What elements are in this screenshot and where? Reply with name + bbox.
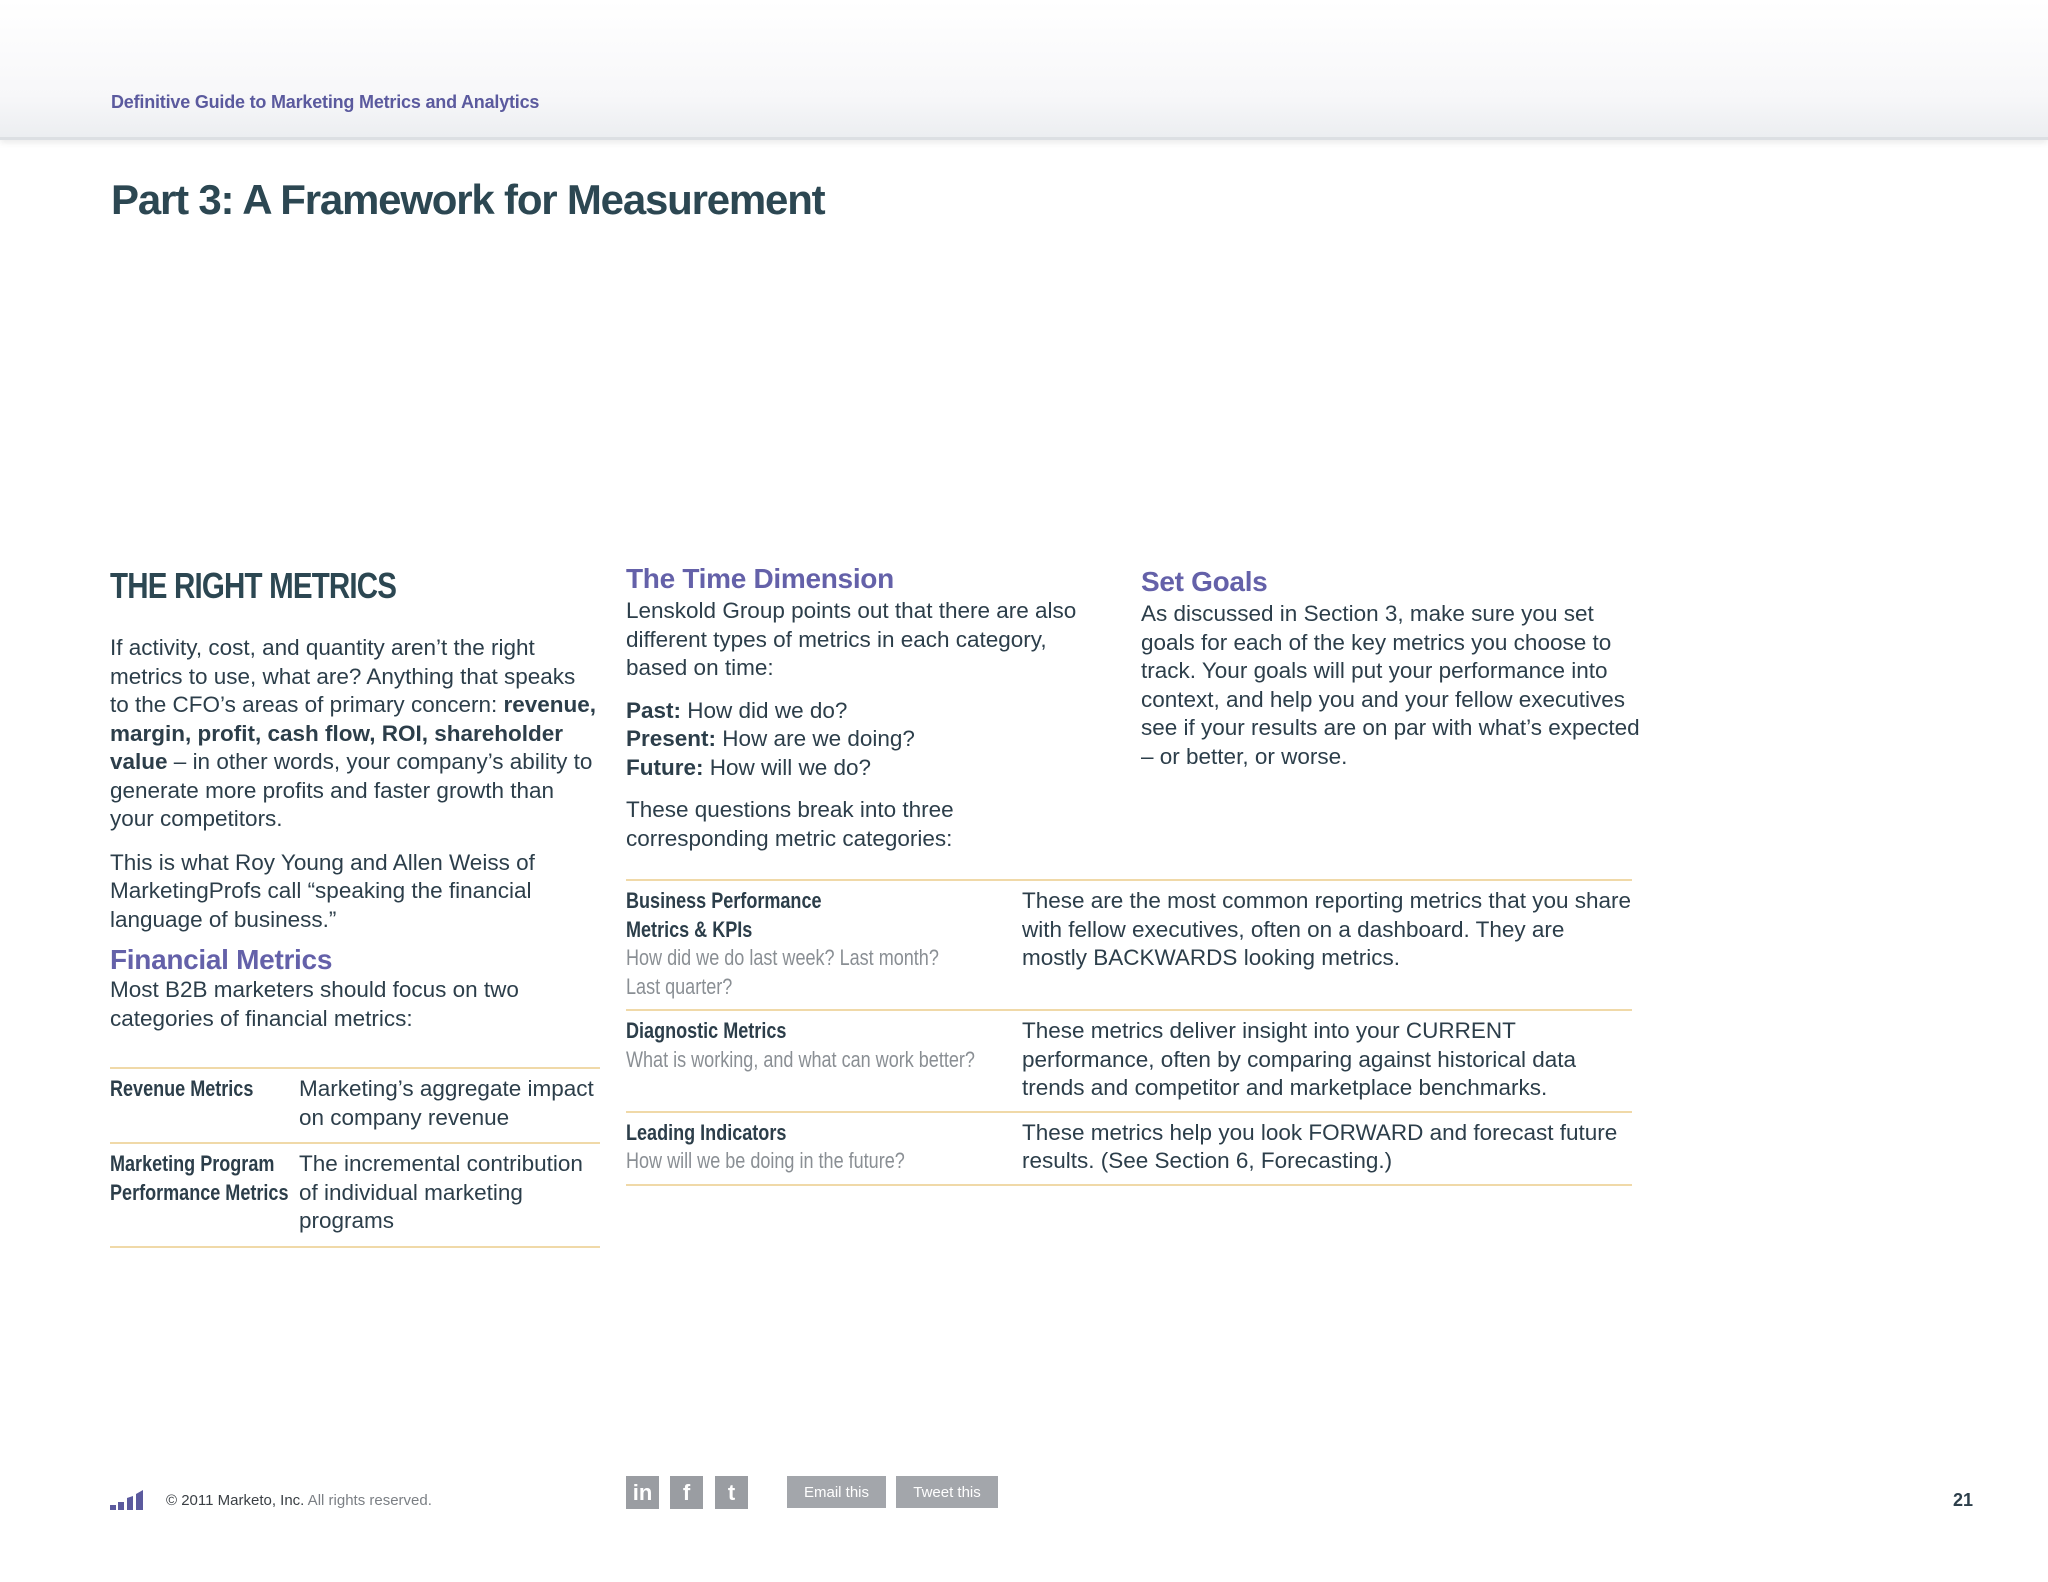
right-metrics-heading: THE RIGHT METRICS (110, 565, 397, 606)
paragraph-text: If activity, cost, and quantity aren’t the right metrics to use, what are? Anything that speaks to the CFO’s areas of primary concern: (110, 635, 576, 717)
category-cell (626, 1119, 1022, 1176)
time-label: Future: (626, 754, 704, 780)
metric-label (110, 1075, 265, 1132)
category-cell (626, 887, 1022, 1001)
category-question: How will we be doing in the future? (626, 1148, 905, 1173)
tweet-this-button[interactable]: Tweet this (896, 1476, 998, 1508)
copyright-text: © 2011 Marketo, Inc. (166, 1492, 305, 1509)
category-title: Diagnostic Metrics (626, 1018, 787, 1043)
document-title: Definitive Guide to Marketing Metrics and Analytics (111, 92, 540, 112)
paragraph-bold-text: revenue, margin, profit, cash flow, ROI, shareholder value (110, 692, 597, 774)
financial-metrics-heading: Financial Metrics (110, 944, 333, 975)
left-column (110, 563, 600, 1248)
right-metrics-paragraph (110, 634, 600, 834)
financial-metrics-intro: Most B2B marketers should focus on two categories of financial metrics: (110, 977, 519, 1031)
category-description: These are the most common reporting metrics that you share with fellow executives, often on a dashboard. They are mostly BACKWARDS looking metrics. (1022, 888, 1632, 970)
time-question: How are we doing? (716, 726, 915, 751)
table-row (110, 1069, 600, 1144)
metric-description: Marketing’s aggregate impact on company revenue (299, 1076, 594, 1130)
time-dimension-summary: These questions break into three corresponding metric categories: (626, 797, 954, 851)
marketo-logo-icon (110, 1488, 148, 1512)
linkedin-glyph: in (632, 1479, 653, 1505)
twitter-glyph: t (727, 1479, 736, 1505)
linkedin-icon[interactable] (626, 1476, 659, 1509)
time-dimension-intro: Lenskold Group points out that there are also different types of metrics in each category, based on time: (626, 598, 1077, 680)
category-cell (626, 1017, 1022, 1103)
category-description: These metrics help you look FORWARD and forecast future results. (See Section 6, Forecasting.) (1022, 1119, 1618, 1173)
copyright-notice (166, 1492, 432, 1509)
page-title: Part 3: A Framework for Measurement (111, 176, 825, 223)
category-title: Leading Indicators (626, 1119, 787, 1145)
category-question: What is working, and what can work better? (626, 1046, 975, 1072)
set-goals-paragraph: As discussed in Section 3, make sure you set goals for each of the key metrics you choose to track. Your goals will put your performance into context, and help you and your fellow executives see if your results are on par with what’s expected – or better, or worse. (1141, 601, 1640, 769)
metric-categories-table (626, 879, 1632, 1186)
set-goals-heading: Set Goals (1141, 566, 1268, 597)
page-number: 21 (1953, 1490, 1974, 1510)
metric-label-line: Revenue Metrics (110, 1076, 254, 1101)
paragraph-text: – in other words, your company’s ability to generate more profits and faster growth than your competitors. (110, 749, 593, 831)
header-band (0, 0, 2048, 140)
metric-label-line: Performance Metrics (110, 1179, 289, 1205)
time-question: How did we do? (681, 697, 848, 723)
email-this-button[interactable]: Email this (787, 1476, 886, 1508)
marketingprofs-paragraph: This is what Roy Young and Allen Weiss of MarketingProfs call “speaking the financial language of business.” (110, 849, 535, 932)
category-question: Last quarter? (626, 973, 733, 999)
category-description: These metrics deliver insight into your CURRENT performance, often by comparing against historical data trends and competitor and marketplace benchmarks. (1022, 1018, 1577, 1100)
metric-description: The incremental contribution of individual marketing programs (299, 1151, 583, 1233)
category-question: How did we do last week? Last month? (626, 945, 939, 970)
category-title: Business Performance (626, 888, 822, 913)
table-row (626, 1113, 1632, 1186)
financial-metrics-table (110, 1067, 600, 1248)
category-title: Metrics & KPIs (626, 916, 753, 942)
table-row (626, 881, 1632, 1011)
metric-label (110, 1150, 289, 1236)
facebook-glyph: f (682, 1479, 691, 1505)
facebook-icon[interactable] (670, 1476, 703, 1509)
right-column (1141, 566, 1641, 771)
table-row (626, 1011, 1632, 1113)
time-label: Past: (626, 697, 682, 723)
time-question: How will we do? (703, 754, 872, 780)
twitter-icon[interactable] (715, 1476, 748, 1509)
time-label: Present: (626, 726, 717, 751)
time-dimension-heading: The Time Dimension (626, 563, 894, 594)
metric-label-line: Marketing Program (110, 1151, 275, 1176)
rights-text: All rights reserved. (304, 1492, 432, 1509)
table-row (110, 1144, 600, 1248)
